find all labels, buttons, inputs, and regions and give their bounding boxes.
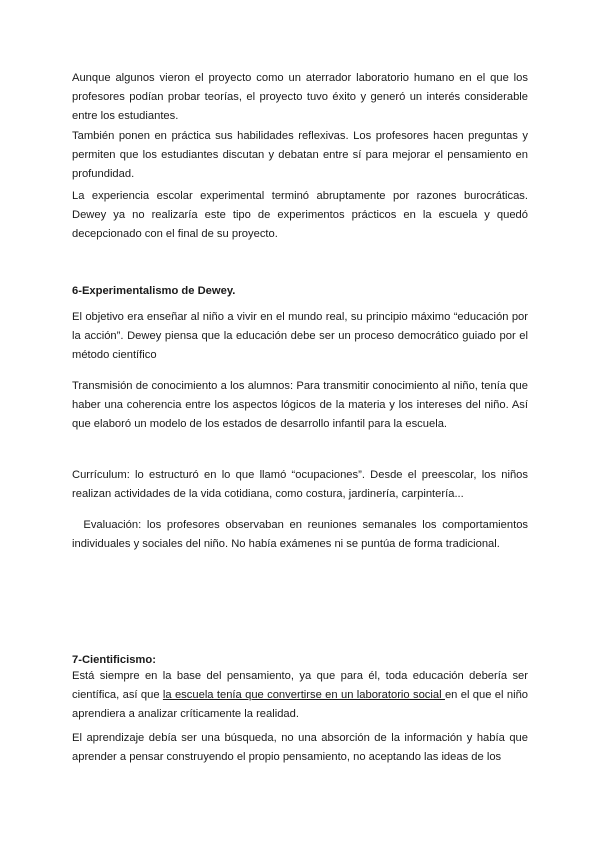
paragraph-school-ended: La experiencia escolar experimental terminó abruptamente por razones burocráticas. Dewey ya no realizaría este tipo de experimentos prácticos en la escuela y quedó decepcionado con el final de su proyecto. — [72, 190, 528, 240]
section-7-heading: 7-Cientificismo: — [72, 654, 156, 666]
paragraph-objective: El objetivo era enseñar al niño a vivir en el mundo real, su principio máximo “educación por la acción”. Dewey piensa que la educación debe ser un proceso democrático guiado por el método científico — [72, 311, 528, 361]
paragraph-evaluation: Evaluación: los profesores observaban en reuniones semanales los comportamientos individuales y sociales del niño. No había exámenes ni se puntúa de forma tradicional. — [72, 519, 532, 550]
paragraph-knowledge-transmission: Transmisión de conocimiento a los alumnos: Para transmitir conocimiento al niño, tenía que haber una coherencia entre los aspectos lógicos de la materia y los intereses del niño. Así que elaboró un modelo de los estados de desarrollo infantil para la escuela. — [72, 380, 528, 430]
section-6-heading: 6-Experimentalismo de Dewey. — [72, 285, 236, 297]
paragraph-learning-search: El aprendizaje debía ser una búsqueda, no una absorción de la información y había que aprender a pensar construyendo el propio pensamiento, no aceptando las ideas de los — [72, 732, 528, 763]
paragraph-reflexive-skills: También ponen en práctica sus habilidades reflexivas. Los profesores hacen preguntas y permiten que los estudiantes discutan y debatan entre sí para mejorar el pensamiento en profundidad. — [72, 130, 528, 180]
paragraph-curriculum: Currículum: lo estructuró en lo que llamó “ocupaciones”. Desde el preescolar, los niños realizan actividades de la vida cotidiana, como costura, jardinería, carpintería... — [72, 469, 528, 500]
paragraph-scientism — [72, 667, 528, 724]
paragraph-project-success: Aunque algunos vieron el proyecto como un aterrador laboratorio humano en el que los profesores podían probar teorías, el proyecto tuvo éxito y generó un interés considerable entre los estudiantes. — [72, 72, 528, 122]
scientism-text-end: en el que el niño aprendiera a analizar críticamente la realidad. — [72, 689, 529, 720]
underlined-social-lab-phrase: la escuela tenía que convertirse en un laboratorio social — [162, 689, 445, 701]
scientism-text-start: Está siempre en la base del pensamiento, ya que para él, toda educación debería ser científica, así que — [72, 670, 528, 701]
